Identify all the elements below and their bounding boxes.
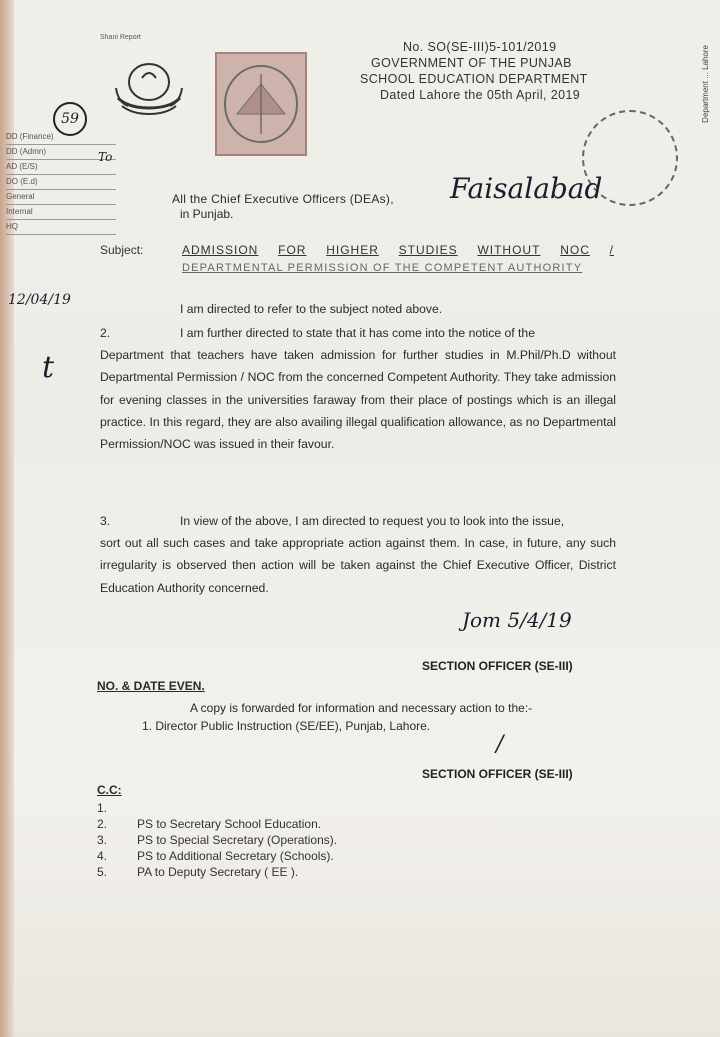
signature-mark: Jom 5/4/19 — [462, 608, 572, 632]
handwritten-to: To — [98, 150, 113, 164]
department-name: SCHOOL EDUCATION DEPARTMENT — [360, 72, 588, 86]
subject-line2: DEPARTMENTAL PERMISSION OF THE COMPETENT AUTHORITY — [182, 262, 583, 274]
margin-note: DD (Admn) — [6, 145, 116, 160]
paragraph-3-number: 3. — [100, 514, 111, 528]
cc-item-number: 3. — [97, 833, 108, 847]
cc-item — [97, 816, 337, 832]
endorsement-item: 1. Director Public Instruction (SE/EE), Punjab, Lahore. — [142, 719, 431, 733]
paragraph-1: I am directed to refer to the subject noted above. — [180, 302, 443, 316]
subject-word: FOR — [278, 243, 307, 257]
subject-word: NOC — [560, 243, 590, 257]
cc-item-text: PS to Secretary School Education. — [137, 817, 322, 831]
top-small-note: Shani Report — [100, 34, 141, 41]
margin-note: DD (Finance) — [6, 130, 116, 145]
subject-word: ADMISSION — [182, 243, 259, 257]
paragraph-2-number: 2. — [100, 326, 111, 340]
handwritten-mark: t — [42, 350, 55, 385]
diary-number: 59 — [53, 102, 87, 136]
signature-designation: SECTION OFFICER (SE-III) — [422, 659, 573, 673]
endorsement-designation: SECTION OFFICER (SE-III) — [422, 767, 573, 781]
endorsement-heading: NO. & DATE EVEN. — [97, 679, 205, 693]
cc-item — [97, 864, 337, 880]
side-stamp-strip: Department ... Lahore — [701, 45, 710, 123]
cc-item-number: 5. — [97, 865, 108, 879]
margin-notes — [6, 130, 116, 235]
subject-word: WITHOUT — [477, 243, 541, 257]
cc-item — [97, 832, 337, 848]
cc-list — [97, 800, 337, 880]
addressee-line2: in Punjab. — [180, 207, 234, 221]
handwritten-initial: 12/04/19 — [8, 292, 71, 308]
postage-stamp — [215, 52, 307, 156]
cc-item-text: PS to Special Secretary (Operations). — [137, 833, 338, 847]
margin-note: General — [6, 190, 116, 205]
signature-tick: / — [496, 732, 504, 757]
cc-item-number: 2. — [97, 817, 108, 831]
cc-item-number: 4. — [97, 849, 108, 863]
letter-number: No. SO(SE-III)5-101/2019 — [403, 40, 557, 54]
letter-date: Dated Lahore the 05th April, 2019 — [380, 88, 581, 102]
cc-item-text: PS to Additional Secretary (Schools). — [137, 849, 334, 863]
margin-note: Internal — [6, 205, 116, 220]
cc-item — [97, 800, 337, 816]
handwritten-district: Faisalabad — [450, 172, 603, 205]
paragraph-2-body: Department that teachers have taken admission for further studies in M.Phil/Ph.D without Departmental Permission / NOC from the concerned Competent Authority. They take admission for evening classes in the universities faraway from their place of postings which is an illegal practice. In this regard, they are also availing illegal qualification allowance, as no Departmental Permission/NOC was issued in their favour. — [100, 348, 616, 452]
paragraph-2-first-line: I am further directed to state that it has come into the notice of the — [180, 326, 535, 340]
margin-note: DO (E.d) — [6, 175, 116, 190]
subject-label: Subject: — [100, 243, 144, 257]
endorsement-text: A copy is forwarded for information and necessary action to the:- — [190, 701, 533, 715]
subject-word: HIGHER — [326, 243, 379, 257]
addressee-line1: All the Chief Executive Officers (DEAs), — [172, 192, 394, 206]
margin-note: HQ — [6, 220, 116, 235]
govt-name: GOVERNMENT OF THE PUNJAB — [371, 56, 572, 70]
punjab-emblem-icon — [112, 58, 186, 120]
cc-item — [97, 848, 337, 864]
subject-word: / — [609, 243, 614, 257]
cc-item-number: 1. — [97, 801, 108, 815]
cc-heading: C.C: — [97, 783, 122, 797]
margin-note: AD (E/S) — [6, 160, 116, 175]
cc-item-text: PA to Deputy Secretary ( EE ). — [137, 865, 299, 879]
subject-line1 — [182, 243, 614, 257]
paragraph-3-body: sort out all such cases and take appropriate action against them. In case, in future, any such irregularity is observed then action will be taken against the Chief Executive Officer, District Education Authority concerned. — [100, 536, 616, 595]
subject-word: STUDIES — [398, 243, 458, 257]
paragraph-3-first-line: In view of the above, I am directed to request you to look into the issue, — [180, 514, 565, 528]
